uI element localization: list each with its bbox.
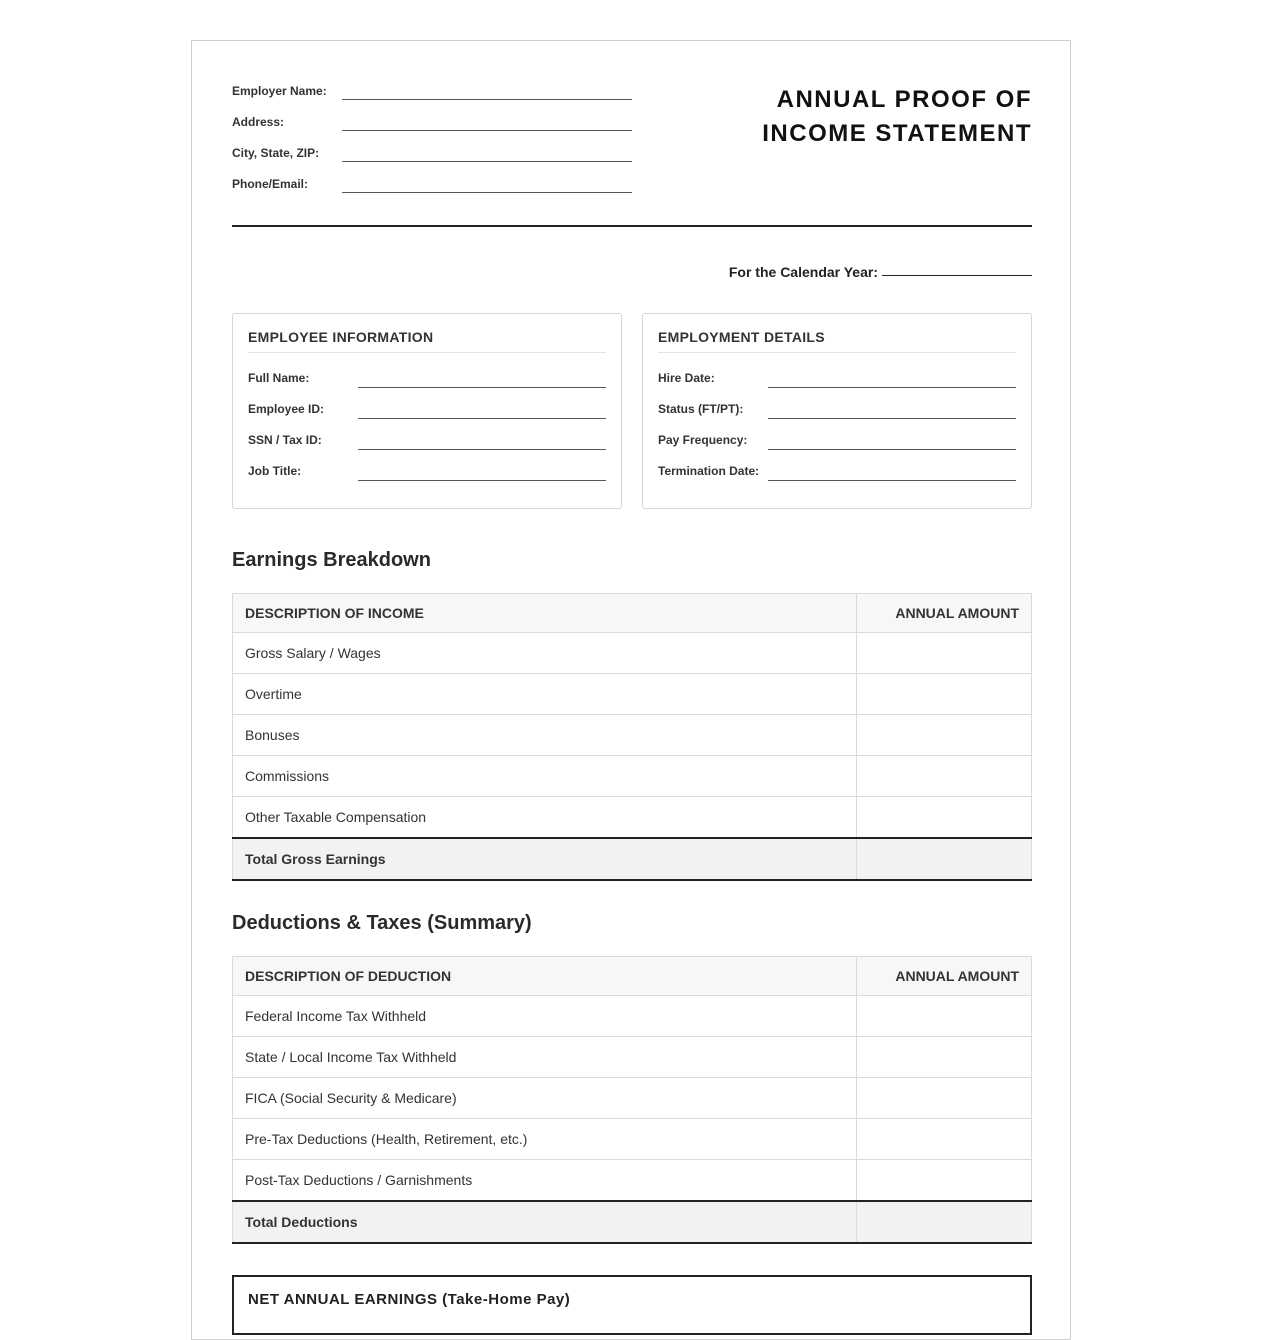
hire-date-label: Hire Date: (658, 371, 715, 385)
title-line-1: ANNUAL PROOF OF (776, 86, 1032, 113)
deductions-amount-cell[interactable] (857, 1037, 1032, 1078)
employer-name-row (232, 81, 632, 112)
earnings-description-header: DESCRIPTION OF INCOME (233, 594, 857, 633)
table-row (233, 1037, 1032, 1078)
deductions-row-label: Post-Tax Deductions / Garnishments (233, 1160, 857, 1202)
deductions-total-row (233, 1201, 1032, 1243)
job-title-field[interactable] (358, 480, 606, 481)
deductions-amount-cell[interactable] (857, 996, 1032, 1037)
job-title-label: Job Title: (248, 464, 302, 478)
net-annual-earnings-box (232, 1275, 1032, 1335)
earnings-amount-cell[interactable] (857, 633, 1032, 674)
calendar-year-field[interactable] (882, 275, 1032, 276)
deductions-total-amount[interactable] (857, 1201, 1032, 1243)
pay-frequency-label: Pay Frequency: (658, 433, 748, 447)
deductions-description-header: DESCRIPTION OF DEDUCTION (233, 957, 857, 996)
earnings-total-label: Total Gross Earnings (233, 838, 857, 880)
deductions-amount-cell[interactable] (857, 1119, 1032, 1160)
employee-id-label: Employee ID: (248, 402, 325, 416)
city-state-zip-field[interactable] (342, 161, 632, 162)
table-row (233, 756, 1032, 797)
employee-information-rows (248, 368, 606, 492)
hire-date-row (658, 368, 1016, 399)
deductions-section-title: Deductions & Taxes (Summary) (232, 912, 532, 934)
employee-information-title: EMPLOYEE INFORMATION (248, 329, 606, 353)
full-name-label: Full Name: (248, 371, 310, 385)
status-row (658, 399, 1016, 430)
address-row (232, 112, 632, 143)
address-label: Address: (232, 115, 285, 129)
title-line-2: INCOME STATEMENT (762, 120, 1032, 147)
termination-date-label: Termination Date: (658, 464, 760, 478)
deductions-header-row (233, 957, 1032, 996)
employer-fields (232, 81, 632, 205)
earnings-amount-cell[interactable] (857, 674, 1032, 715)
employment-details-box (642, 313, 1032, 509)
statement-page (191, 40, 1071, 1340)
address-field[interactable] (342, 130, 632, 131)
table-row (233, 715, 1032, 756)
document-title (672, 83, 1032, 151)
deductions-amount-cell[interactable] (857, 1078, 1032, 1119)
table-row (233, 1119, 1032, 1160)
employment-details-rows (658, 368, 1016, 492)
phone-email-label: Phone/Email: (232, 177, 309, 191)
deductions-row-label: Federal Income Tax Withheld (233, 996, 857, 1037)
earnings-total-amount[interactable] (857, 838, 1032, 880)
deductions-amount-header: ANNUAL AMOUNT (857, 957, 1032, 996)
phone-email-row (232, 174, 632, 205)
earnings-amount-cell[interactable] (857, 756, 1032, 797)
employee-id-field[interactable] (358, 418, 606, 419)
earnings-header-row (233, 594, 1032, 633)
employer-name-field[interactable] (342, 99, 632, 100)
table-row (233, 996, 1032, 1037)
table-row (233, 633, 1032, 674)
deductions-total-label: Total Deductions (233, 1201, 857, 1243)
employee-information-box (232, 313, 622, 509)
earnings-section-title: Earnings Breakdown (232, 549, 431, 571)
earnings-row-label: Bonuses (233, 715, 857, 756)
earnings-row-label: Commissions (233, 756, 857, 797)
termination-date-field[interactable] (768, 480, 1016, 481)
table-row (233, 1078, 1032, 1119)
earnings-table (232, 593, 1032, 881)
pay-frequency-field[interactable] (768, 449, 1016, 450)
pay-frequency-row (658, 430, 1016, 461)
net-annual-earnings-label: NET ANNUAL EARNINGS (Take-Home Pay) (248, 1291, 571, 1308)
city-state-zip-label: City, State, ZIP: (232, 146, 320, 160)
earnings-row-label: Other Taxable Compensation (233, 797, 857, 839)
ssn-tax-id-row (248, 430, 606, 461)
deductions-table (232, 956, 1032, 1244)
earnings-amount-header: ANNUAL AMOUNT (857, 594, 1032, 633)
deductions-row-label: FICA (Social Security & Medicare) (233, 1078, 857, 1119)
table-row (233, 797, 1032, 839)
table-row (233, 1160, 1032, 1202)
full-name-field[interactable] (358, 387, 606, 388)
status-field[interactable] (768, 418, 1016, 419)
ssn-tax-id-field[interactable] (358, 449, 606, 450)
earnings-amount-cell[interactable] (857, 715, 1032, 756)
hire-date-field[interactable] (768, 387, 1016, 388)
earnings-row-label: Overtime (233, 674, 857, 715)
employee-id-row (248, 399, 606, 430)
ssn-tax-id-label: SSN / Tax ID: (248, 433, 322, 447)
city-state-zip-row (232, 143, 632, 174)
calendar-year-label: For the Calendar Year: (728, 264, 878, 280)
status-label: Status (FT/PT): (658, 402, 744, 416)
earnings-row-label: Gross Salary / Wages (233, 633, 857, 674)
header-divider (232, 225, 1032, 227)
job-title-row (248, 461, 606, 492)
full-name-row (248, 368, 606, 399)
employer-name-label: Employer Name: (232, 84, 327, 98)
deductions-row-label: Pre-Tax Deductions (Health, Retirement, etc.) (233, 1119, 857, 1160)
earnings-amount-cell[interactable] (857, 797, 1032, 839)
phone-email-field[interactable] (342, 192, 632, 193)
deductions-row-label: State / Local Income Tax Withheld (233, 1037, 857, 1078)
deductions-amount-cell[interactable] (857, 1160, 1032, 1202)
termination-date-row (658, 461, 1016, 492)
earnings-total-row (233, 838, 1032, 880)
table-row (233, 674, 1032, 715)
employment-details-title: EMPLOYMENT DETAILS (658, 329, 1016, 353)
